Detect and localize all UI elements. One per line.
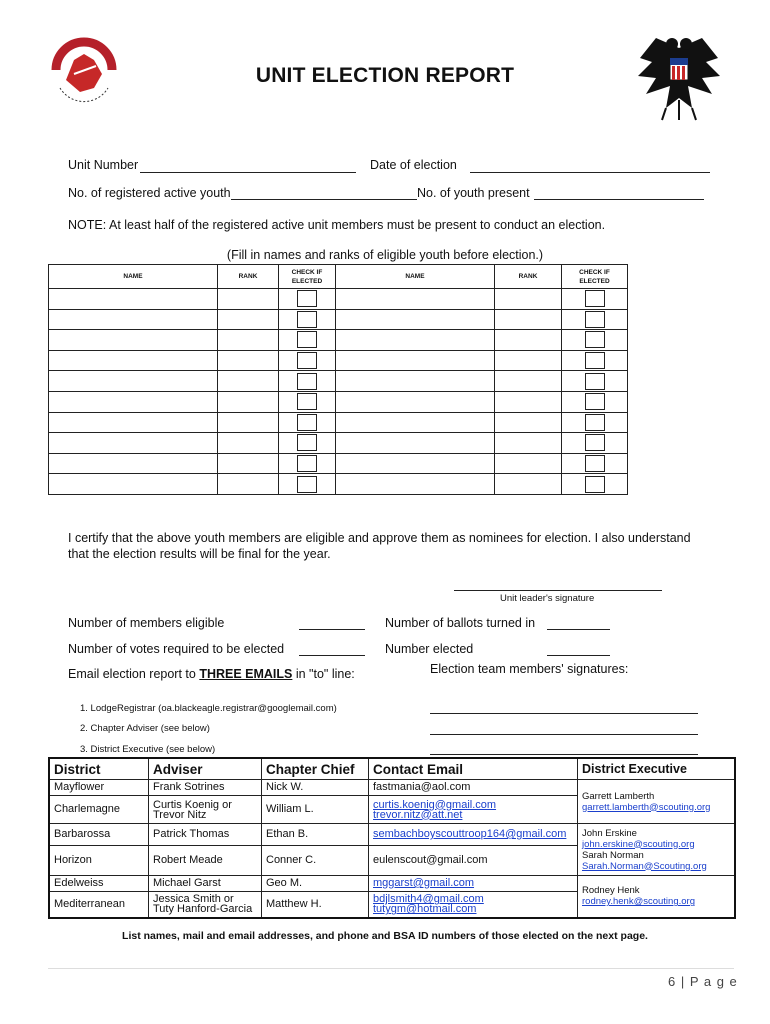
members-eligible-field[interactable] xyxy=(299,629,365,630)
name-cell[interactable] xyxy=(49,289,218,310)
name-cell-2[interactable] xyxy=(336,289,495,310)
chapter-chief-header: Chapter Chief xyxy=(262,758,369,780)
rank-cell-2[interactable] xyxy=(495,391,562,412)
elected-check-cell-2[interactable] xyxy=(562,453,628,474)
elected-check-cell[interactable] xyxy=(279,371,336,392)
elected-check-cell-2[interactable] xyxy=(562,309,628,330)
district-executive-header: District Executive xyxy=(578,758,736,780)
elected-checkbox[interactable] xyxy=(585,331,605,348)
name-cell[interactable] xyxy=(49,474,218,495)
registered-youth-label: No. of registered active youth xyxy=(68,186,231,200)
team-signatures-label: Election team members' signatures: xyxy=(430,662,629,676)
adviser-header: Adviser xyxy=(149,758,262,780)
name-cell[interactable] xyxy=(49,350,218,371)
rank-cell[interactable] xyxy=(218,309,279,330)
email-link[interactable]: sembachboyscouttroop164@gmail.com xyxy=(373,828,567,840)
adviser-cell: Michael Garst xyxy=(149,876,262,892)
table-row xyxy=(49,453,628,474)
date-of-election-label: Date of election xyxy=(370,158,457,172)
elected-checkbox[interactable] xyxy=(585,476,605,493)
email-instruction-suffix: in "to" line: xyxy=(292,667,355,681)
name-cell-2[interactable] xyxy=(336,309,495,330)
name-cell-2[interactable] xyxy=(336,412,495,433)
elected-check-cell-2[interactable] xyxy=(562,391,628,412)
page-number: 6 | P a g e xyxy=(668,974,738,989)
unit-leader-signature-caption: Unit leader's signature xyxy=(500,593,595,604)
rank-cell-2[interactable] xyxy=(495,412,562,433)
email-cell xyxy=(369,824,578,846)
table-row xyxy=(49,433,628,454)
rank-cell-2[interactable] xyxy=(495,453,562,474)
elected-check-cell-2[interactable] xyxy=(562,412,628,433)
registered-youth-field[interactable] xyxy=(231,199,417,200)
email-cell xyxy=(369,796,578,824)
email-instruction xyxy=(68,667,355,681)
number-elected-label: Number elected xyxy=(385,642,474,656)
rank-cell-2[interactable] xyxy=(495,433,562,454)
email-cell: eulenscout@gmail.com xyxy=(369,846,578,876)
rank-cell[interactable] xyxy=(218,474,279,495)
rank-cell[interactable] xyxy=(218,453,279,474)
col-check-header-2: CHECK IF ELECTED xyxy=(562,265,628,289)
adviser-cell: Jessica Smith or Tuty Hanford-Garcia xyxy=(149,892,262,918)
name-cell-2[interactable] xyxy=(336,474,495,495)
eligible-youth-table xyxy=(48,264,628,495)
unit-number-label: Unit Number xyxy=(68,158,139,172)
executive-name: Sarah Norman xyxy=(582,849,644,861)
rank-cell[interactable] xyxy=(218,433,279,454)
executive-cell xyxy=(578,876,736,918)
elected-check-cell-2[interactable] xyxy=(562,433,628,454)
elected-check-cell-2[interactable] xyxy=(562,350,628,371)
name-cell[interactable] xyxy=(49,330,218,351)
elected-check-cell[interactable] xyxy=(279,453,336,474)
table-header-row xyxy=(49,265,628,289)
name-cell-2[interactable] xyxy=(336,350,495,371)
name-cell[interactable] xyxy=(49,371,218,392)
col-name-header: NAME xyxy=(49,265,218,289)
district-cell: Mayflower xyxy=(49,780,149,796)
elected-check-cell-2[interactable] xyxy=(562,330,628,351)
elected-check-cell-2[interactable] xyxy=(562,474,628,495)
footer-note: List names, mail and email addresses, and phone and BSA ID numbers of those elected on the next page. xyxy=(122,930,648,942)
elected-check-cell[interactable] xyxy=(279,433,336,454)
team-signature-line-1[interactable] xyxy=(430,713,698,714)
email-cell: fastmania@aol.com xyxy=(369,780,578,796)
district-cell: Edelweiss xyxy=(49,876,149,892)
table-row xyxy=(49,824,735,846)
name-cell[interactable] xyxy=(49,391,218,412)
adviser-cell: Frank Sotrines xyxy=(149,780,262,796)
elected-checkbox[interactable] xyxy=(585,414,605,431)
district-contact-table xyxy=(48,757,736,919)
elected-checkbox[interactable] xyxy=(297,476,317,493)
email-link[interactable]: curtis.koenig@gmail.com xyxy=(373,798,497,811)
executive-email-link[interactable]: john.erskine@scouting.org xyxy=(582,838,695,850)
elected-checkbox[interactable] xyxy=(297,352,317,369)
district-cell: Horizon xyxy=(49,846,149,876)
elected-check-cell-2[interactable] xyxy=(562,289,628,310)
table-row xyxy=(49,371,628,392)
note-text: NOTE: At least half of the registered active unit members must be present to conduct an election. xyxy=(68,218,606,232)
name-cell-2[interactable] xyxy=(336,433,495,454)
executive-cell xyxy=(578,780,736,824)
rank-cell-2[interactable] xyxy=(495,309,562,330)
elected-checkbox[interactable] xyxy=(297,414,317,431)
rank-cell[interactable] xyxy=(218,350,279,371)
table-row xyxy=(49,309,628,330)
ballots-turned-in-label: Number of ballots turned in xyxy=(385,616,536,630)
rank-cell[interactable] xyxy=(218,330,279,351)
elected-checkbox[interactable] xyxy=(585,455,605,472)
email-instruction-prefix: Email election report to xyxy=(68,667,200,681)
contact-email-header: Contact Email xyxy=(369,758,578,780)
adviser-cell: Robert Meade xyxy=(149,846,262,876)
members-eligible-label: Number of members eligible xyxy=(68,616,225,630)
chief-cell: William L. xyxy=(262,796,369,824)
table-row xyxy=(49,474,628,495)
team-signature-line-3[interactable] xyxy=(430,754,698,755)
rank-cell-2[interactable] xyxy=(495,474,562,495)
chief-cell: Ethan B. xyxy=(262,824,369,846)
district-cell: Charlemagne xyxy=(49,796,149,824)
name-cell-2[interactable] xyxy=(336,453,495,474)
rank-cell-2[interactable] xyxy=(495,330,562,351)
table-row xyxy=(49,412,628,433)
elected-checkbox[interactable] xyxy=(297,290,317,307)
rank-cell-2[interactable] xyxy=(495,371,562,392)
name-cell[interactable] xyxy=(49,433,218,454)
table-row xyxy=(49,350,628,371)
email-link[interactable]: mggarst@gmail.com xyxy=(373,877,475,889)
adviser-cell: Curtis Koenig or Trevor Nitz xyxy=(149,796,262,824)
elected-checkbox[interactable] xyxy=(297,311,317,328)
col-rank-header: RANK xyxy=(218,265,279,289)
executive-name: John Erskine xyxy=(582,827,637,839)
elected-checkbox[interactable] xyxy=(297,373,317,390)
rank-cell[interactable] xyxy=(218,371,279,392)
youth-present-label: No. of youth present xyxy=(417,186,530,200)
col-check-header: CHECK IF ELECTED xyxy=(279,265,336,289)
name-cell[interactable] xyxy=(49,453,218,474)
elected-checkbox[interactable] xyxy=(297,455,317,472)
district-header-row xyxy=(49,758,735,780)
elected-checkbox[interactable] xyxy=(585,393,605,410)
elected-checkbox[interactable] xyxy=(297,331,317,348)
adviser-cell: Patrick Thomas xyxy=(149,824,262,846)
elected-checkbox[interactable] xyxy=(585,373,605,390)
rank-cell[interactable] xyxy=(218,289,279,310)
rank-cell-2[interactable] xyxy=(495,289,562,310)
elected-check-cell-2[interactable] xyxy=(562,371,628,392)
executive-name: Garrett Lamberth xyxy=(582,790,655,802)
executive-cell xyxy=(578,824,736,876)
page-title: UNIT ELECTION REPORT xyxy=(255,64,515,87)
email-link[interactable]: bdjlsmith4@gmail.com xyxy=(373,893,484,906)
elected-check-cell[interactable] xyxy=(279,412,336,433)
ballots-turned-in-field[interactable] xyxy=(547,629,610,630)
elected-check-cell[interactable] xyxy=(279,289,336,310)
footer-divider xyxy=(48,968,734,969)
table-row xyxy=(49,330,628,351)
executive-email-link[interactable]: rodney.henk@scouting.org xyxy=(582,896,695,908)
name-cell-2[interactable] xyxy=(336,391,495,412)
email-cell xyxy=(369,892,578,918)
col-name-header-2: NAME xyxy=(336,265,495,289)
rank-cell-2[interactable] xyxy=(495,350,562,371)
youth-present-field[interactable] xyxy=(534,199,704,200)
elected-checkbox[interactable] xyxy=(585,311,605,328)
unit-number-field[interactable] xyxy=(140,172,356,173)
elected-check-cell[interactable] xyxy=(279,309,336,330)
name-cell-2[interactable] xyxy=(336,330,495,351)
name-cell[interactable] xyxy=(49,309,218,330)
email-list-item-2: 2. Chapter Adviser (see below) xyxy=(80,723,210,734)
name-cell[interactable] xyxy=(49,412,218,433)
team-signature-line-2[interactable] xyxy=(430,734,698,735)
name-cell-2[interactable] xyxy=(336,371,495,392)
email-list-item-1: 1. LodgeRegistrar (oa.blackeagle.registrar@googlemail.com) xyxy=(80,703,337,714)
executive-email-link[interactable]: garrett.lamberth@scouting.org xyxy=(582,801,711,813)
district-cell: Mediterranean xyxy=(49,892,149,918)
fill-instruction: (Fill in names and ranks of eligible youth before election.) xyxy=(226,248,544,262)
col-rank-header-2: RANK xyxy=(495,265,562,289)
elected-checkbox[interactable] xyxy=(585,352,605,369)
elected-checkbox[interactable] xyxy=(585,434,605,451)
email-instruction-emphasis: THREE EMAILS xyxy=(199,667,293,681)
elected-check-cell[interactable] xyxy=(279,330,336,351)
rank-cell[interactable] xyxy=(218,391,279,412)
table-row xyxy=(49,876,735,892)
rank-cell[interactable] xyxy=(218,412,279,433)
table-row xyxy=(49,780,735,796)
executive-name: Rodney Henk xyxy=(582,885,640,897)
number-elected-field[interactable] xyxy=(547,655,610,656)
votes-required-field[interactable] xyxy=(299,655,365,656)
elected-checkbox[interactable] xyxy=(297,434,317,451)
date-of-election-field[interactable] xyxy=(470,172,710,173)
votes-required-label: Number of votes required to be elected xyxy=(68,642,285,656)
chief-cell: Geo M. xyxy=(262,876,369,892)
elected-checkbox[interactable] xyxy=(585,290,605,307)
table-row xyxy=(49,391,628,412)
email-cell xyxy=(369,876,578,892)
elected-check-cell[interactable] xyxy=(279,391,336,412)
district-cell: Barbarossa xyxy=(49,824,149,846)
chief-cell: Nick W. xyxy=(262,780,369,796)
email-link-2[interactable]: tutygm@hotmail.com xyxy=(373,903,477,916)
certification-text: I certify that the above youth members are eligible and approve them as nominees for election. I also understand that the election results will be final for the year. xyxy=(68,531,691,561)
chief-cell: Conner C. xyxy=(262,846,369,876)
elected-check-cell[interactable] xyxy=(279,350,336,371)
elected-checkbox[interactable] xyxy=(297,393,317,410)
chief-cell: Matthew H. xyxy=(262,892,369,918)
unit-leader-signature-line[interactable] xyxy=(454,590,662,591)
table-row xyxy=(49,289,628,310)
executive-email-link[interactable]: Sarah.Norman@Scouting.org xyxy=(582,860,707,872)
elected-check-cell[interactable] xyxy=(279,474,336,495)
email-link-2[interactable]: trevor.nitz@att.net xyxy=(373,808,463,821)
district-header: District xyxy=(49,758,149,780)
email-list-item-3: 3. District Executive (see below) xyxy=(80,744,216,755)
